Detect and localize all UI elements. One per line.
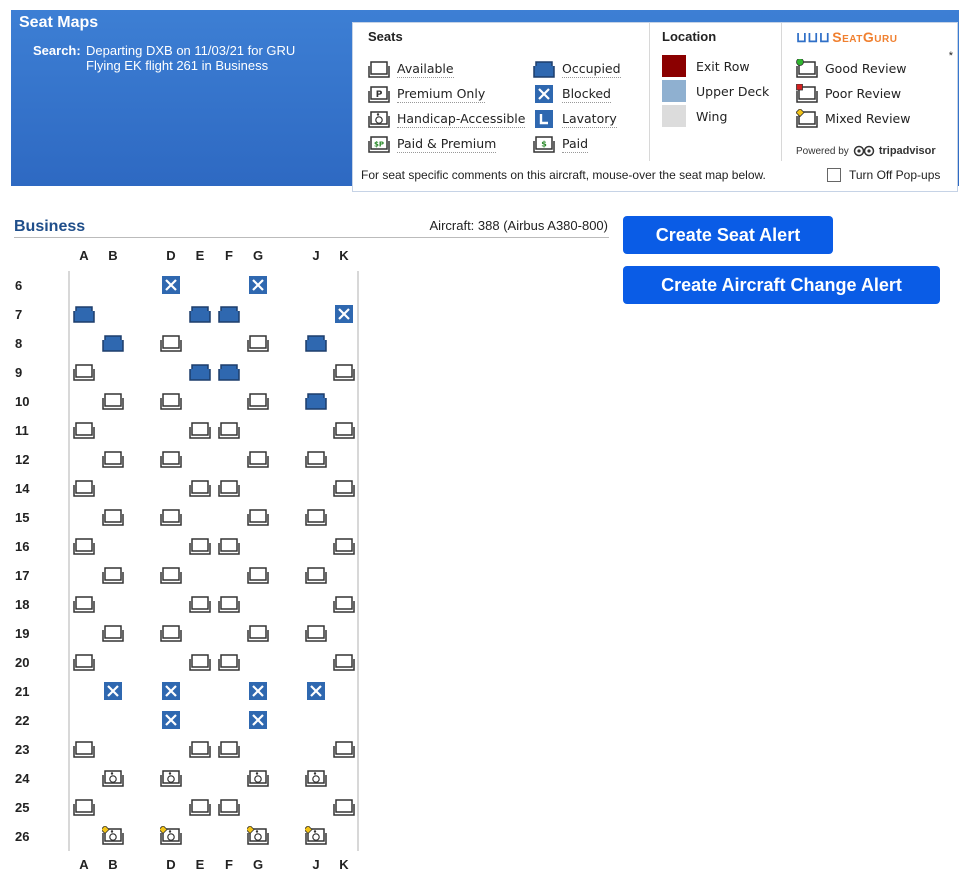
- occupied-seat-icon: [305, 333, 327, 353]
- available-seat-icon: [218, 536, 240, 556]
- fuselage-left-wall: [68, 271, 70, 851]
- seat-18e-available[interactable]: [189, 594, 211, 614]
- seat-14a-available[interactable]: [73, 478, 95, 498]
- seat-17g-available[interactable]: [247, 565, 269, 585]
- seat-11k-available[interactable]: [333, 420, 355, 440]
- available-seat-icon: [368, 59, 390, 79]
- seatguru-brand-text: SeatGuru: [832, 29, 898, 45]
- poor-review-label: Poor Review: [825, 86, 902, 101]
- available-seat-icon: [247, 507, 269, 527]
- column-header-g-top: G: [252, 248, 264, 263]
- row-number: 14: [15, 481, 30, 496]
- search-departure-text: Departing DXB on 11/03/21 for GRU: [86, 43, 296, 58]
- seat-17d-available[interactable]: [160, 565, 182, 585]
- available-seat-icon: [218, 420, 240, 440]
- legend-mixed-review: [796, 109, 910, 129]
- available-seat-icon: [73, 420, 95, 440]
- seat-16f-available[interactable]: [218, 536, 240, 556]
- row-number: 19: [15, 626, 30, 641]
- seat-9k-available[interactable]: [333, 362, 355, 382]
- row-number: 23: [15, 742, 30, 757]
- row-number: 11: [15, 423, 29, 438]
- column-header-k-top: K: [339, 248, 349, 263]
- paid-premium-seat-icon: [368, 134, 390, 154]
- location-wing-label: Wing: [696, 108, 728, 124]
- available-seat-icon: [73, 478, 95, 498]
- tripadvisor-owl-icon: [853, 145, 875, 157]
- seat-15d-available[interactable]: [160, 507, 182, 527]
- available-seat-icon: [73, 362, 95, 382]
- column-header-a-top: A: [79, 248, 89, 263]
- blocked-seat-icon: [160, 710, 182, 730]
- seat-24d-handicap[interactable]: [160, 768, 182, 788]
- seat-7a-occupied[interactable]: [73, 304, 95, 324]
- available-seat-icon: [160, 623, 182, 643]
- handicap-seat-icon: [160, 768, 182, 788]
- seat-11e-available[interactable]: [189, 420, 211, 440]
- available-seat-icon: [247, 449, 269, 469]
- handicap-mixed-seat-icon: [247, 826, 269, 846]
- blocked-seat-icon: [247, 275, 269, 295]
- legend-location-heading: Location: [662, 29, 717, 44]
- seatmap-header: [11, 10, 959, 186]
- seat-6d-blocked[interactable]: [160, 275, 182, 295]
- seat-16k-available[interactable]: [333, 536, 355, 556]
- seat-18k-available[interactable]: [333, 594, 355, 614]
- section-divider: [14, 237, 609, 238]
- search-label: Search:: [33, 43, 81, 58]
- available-seat-icon: [189, 652, 211, 672]
- available-seat-icon: [102, 623, 124, 643]
- blocked-seat-icon: [333, 304, 355, 324]
- occupied-seat-icon: [73, 304, 95, 324]
- seat-12d-available[interactable]: [160, 449, 182, 469]
- seat-23a-available[interactable]: [73, 739, 95, 759]
- occupied-seat-icon: [305, 391, 327, 411]
- upper-deck-swatch: [662, 80, 686, 102]
- column-header-e-bottom: E: [195, 857, 205, 872]
- seat-25a-available[interactable]: [73, 797, 95, 817]
- row-number: 22: [15, 713, 30, 728]
- location-exit-row-label: Exit Row: [696, 58, 750, 74]
- legend-panel: [352, 22, 958, 192]
- row-number: 24: [15, 771, 30, 786]
- column-header-a-bottom: A: [79, 857, 89, 872]
- legend-seats-column: [353, 23, 650, 161]
- available-seat-icon: [160, 565, 182, 585]
- blocked-seat-icon: [247, 710, 269, 730]
- seat-23e-available[interactable]: [189, 739, 211, 759]
- column-header-g-bottom: G: [252, 857, 264, 872]
- available-seat-icon: [73, 594, 95, 614]
- available-seat-icon: [102, 449, 124, 469]
- available-seat-icon: [247, 333, 269, 353]
- lavatory-icon: [533, 109, 555, 129]
- seat-10d-available[interactable]: [160, 391, 182, 411]
- seatguru-logo: [796, 29, 897, 46]
- occupied-seat-icon: [533, 59, 555, 79]
- seat-25f-available[interactable]: [218, 797, 240, 817]
- available-seat-icon: [73, 652, 95, 672]
- available-seat-icon: [333, 739, 355, 759]
- column-header-d-top: D: [166, 248, 176, 263]
- handicap-mixed-seat-icon: [102, 826, 124, 846]
- seat-8g-available[interactable]: [247, 333, 269, 353]
- available-seat-icon: [305, 565, 327, 585]
- mixed-review-label: Mixed Review: [825, 111, 911, 126]
- column-header-f-top: F: [225, 248, 233, 263]
- legend-available: [368, 59, 454, 79]
- seat-17b-available[interactable]: [102, 565, 124, 585]
- available-seat-icon: [333, 478, 355, 498]
- seat-6g-blocked[interactable]: [247, 275, 269, 295]
- seat-10b-available[interactable]: [102, 391, 124, 411]
- occupied-seat-icon: [189, 304, 211, 324]
- seat-25k-available[interactable]: [333, 797, 355, 817]
- row-number: 26: [15, 829, 30, 844]
- row-number: 21: [15, 684, 30, 699]
- svg-text:$: $: [541, 139, 547, 149]
- available-seat-icon: [189, 420, 211, 440]
- available-seat-icon: [73, 797, 95, 817]
- available-seat-icon: [247, 623, 269, 643]
- seat-22d-blocked[interactable]: [160, 710, 182, 730]
- blocked-seat-icon: [247, 681, 269, 701]
- row-number: 12: [15, 452, 30, 467]
- handicap-seat-icon: [102, 768, 124, 788]
- seat-16e-available[interactable]: [189, 536, 211, 556]
- location-exit-row: [662, 55, 750, 77]
- legend-available-label: Available: [397, 60, 454, 76]
- seat-17j-available[interactable]: [305, 565, 327, 585]
- seat-20a-available[interactable]: [73, 652, 95, 672]
- legend-asterisk: *: [948, 50, 953, 62]
- available-seat-icon: [218, 797, 240, 817]
- blocked-seat-icon: [533, 84, 555, 104]
- legend-blocked-label: Blocked: [562, 85, 611, 101]
- powered-by-text: Powered by: [796, 145, 849, 157]
- popups-checkbox[interactable]: [827, 168, 841, 182]
- seat-15g-available[interactable]: [247, 507, 269, 527]
- available-seat-icon: [333, 594, 355, 614]
- seat-20f-available[interactable]: [218, 652, 240, 672]
- row-number: 17: [15, 568, 30, 583]
- svg-text:P: P: [375, 90, 383, 100]
- row-number: 8: [15, 336, 23, 351]
- legend-paid-label: Paid: [562, 135, 589, 151]
- available-seat-icon: [305, 623, 327, 643]
- seat-19d-available[interactable]: [160, 623, 182, 643]
- seat-14k-available[interactable]: [333, 478, 355, 498]
- seat-24g-handicap[interactable]: [247, 768, 269, 788]
- available-seat-icon: [247, 565, 269, 585]
- row-number: 15: [15, 510, 30, 525]
- blocked-seat-icon: [102, 681, 124, 701]
- seat-26g-handicap-mixed[interactable]: [247, 826, 269, 846]
- available-seat-icon: [333, 362, 355, 382]
- available-seat-icon: [189, 536, 211, 556]
- legend-paid-premium: [368, 134, 496, 154]
- available-seat-icon: [305, 507, 327, 527]
- seat-23k-available[interactable]: [333, 739, 355, 759]
- row-number: 7: [15, 307, 23, 322]
- seat-20k-available[interactable]: [333, 652, 355, 672]
- column-header-d-bottom: D: [166, 857, 176, 872]
- seat-7f-occupied[interactable]: [218, 304, 240, 324]
- occupied-seat-icon: [218, 304, 240, 324]
- header-title: Seat Maps: [19, 14, 99, 31]
- available-seat-icon: [73, 739, 95, 759]
- column-header-j-bottom: J: [312, 857, 320, 872]
- column-header-b-bottom: B: [108, 857, 118, 872]
- location-upper-deck-label: Upper Deck: [696, 83, 770, 99]
- seat-25e-available[interactable]: [189, 797, 211, 817]
- seat-14e-available[interactable]: [189, 478, 211, 498]
- legend-handicap: [368, 109, 525, 129]
- legend-lavatory: [533, 109, 617, 129]
- legend-premium-label: Premium Only: [397, 85, 486, 101]
- available-seat-icon: [160, 507, 182, 527]
- search-flight-text: Flying EK flight 261 in Business: [86, 58, 269, 73]
- seat-16a-available[interactable]: [73, 536, 95, 556]
- powered-by-tripadvisor: [796, 145, 936, 157]
- seat-18f-available[interactable]: [218, 594, 240, 614]
- seat-14f-available[interactable]: [218, 478, 240, 498]
- seat-15j-available[interactable]: [305, 507, 327, 527]
- blocked-seat-icon: [305, 681, 327, 701]
- seat-26b-handicap-mixed[interactable]: [102, 826, 124, 846]
- row-number: 9: [15, 365, 23, 380]
- location-upper-deck: [662, 80, 769, 102]
- legend-lavatory-label: Lavatory: [562, 110, 617, 126]
- legend-poor-review: [796, 84, 901, 104]
- seat-21j-blocked[interactable]: [305, 681, 327, 701]
- blocked-seat-icon: [160, 681, 182, 701]
- paid-seat-icon: [533, 134, 555, 154]
- available-seat-icon: [218, 652, 240, 672]
- available-seat-icon: [333, 420, 355, 440]
- available-seat-icon: [102, 391, 124, 411]
- available-seat-icon: [160, 449, 182, 469]
- legend-blocked: [533, 84, 611, 104]
- available-seat-icon: [160, 391, 182, 411]
- poor-review-icon: [796, 84, 818, 104]
- column-header-b-top: B: [108, 248, 118, 263]
- fuselage-right-wall: [357, 271, 359, 851]
- seat-9f-occupied[interactable]: [218, 362, 240, 382]
- seat-11a-available[interactable]: [73, 420, 95, 440]
- seat-26d-handicap-mixed[interactable]: [160, 826, 182, 846]
- row-number: 18: [15, 597, 30, 612]
- legend-premium: [368, 84, 485, 104]
- svg-text:$P: $P: [373, 140, 385, 149]
- seat-19b-available[interactable]: [102, 623, 124, 643]
- occupied-seat-icon: [102, 333, 124, 353]
- popups-label: Turn Off Pop-ups: [849, 168, 941, 182]
- seat-7e-occupied[interactable]: [189, 304, 211, 324]
- row-number: 25: [15, 800, 30, 815]
- seat-9a-available[interactable]: [73, 362, 95, 382]
- seat-22g-blocked[interactable]: [247, 710, 269, 730]
- available-seat-icon: [160, 333, 182, 353]
- cabin-section-title: Business: [14, 218, 86, 235]
- seat-8d-available[interactable]: [160, 333, 182, 353]
- column-header-j-top: J: [312, 248, 320, 263]
- column-header-e-top: E: [195, 248, 205, 263]
- seat-20e-available[interactable]: [189, 652, 211, 672]
- available-seat-icon: [189, 594, 211, 614]
- good-review-icon: [796, 59, 818, 79]
- mixed-review-icon: [796, 109, 818, 129]
- seat-11f-available[interactable]: [218, 420, 240, 440]
- seat-24b-handicap[interactable]: [102, 768, 124, 788]
- legend-good-review: [796, 59, 907, 79]
- seat-12j-available[interactable]: [305, 449, 327, 469]
- seat-18a-available[interactable]: [73, 594, 95, 614]
- available-seat-icon: [189, 797, 211, 817]
- create-aircraft-change-alert-button[interactable]: Create Aircraft Change Alert: [623, 266, 940, 304]
- legend-seats-heading: Seats: [368, 29, 403, 44]
- seat-10j-occupied[interactable]: [305, 391, 327, 411]
- aircraft-type: Aircraft: 388 (Airbus A380-800): [429, 218, 608, 233]
- seat-19j-available[interactable]: [305, 623, 327, 643]
- seat-7k-blocked[interactable]: [333, 304, 355, 324]
- available-seat-icon: [218, 594, 240, 614]
- handicap-mixed-seat-icon: [305, 826, 327, 846]
- premium-seat-icon: [368, 84, 390, 104]
- seat-21d-blocked[interactable]: [160, 681, 182, 701]
- handicap-seat-icon: [368, 109, 390, 129]
- turn-off-popups-toggle[interactable]: [827, 168, 940, 182]
- legend-handicap-label: Handicap-Accessible: [397, 110, 526, 126]
- available-seat-icon: [102, 507, 124, 527]
- row-number: 10: [15, 394, 30, 409]
- seat-24j-handicap[interactable]: [305, 768, 327, 788]
- seat-comments-hint: For seat specific comments on this aircraft, mouse-over the seat map below.: [361, 168, 766, 182]
- column-header-f-bottom: F: [225, 857, 233, 872]
- seat-9e-occupied[interactable]: [189, 362, 211, 382]
- legend-location-column: [650, 23, 782, 161]
- good-review-label: Good Review: [825, 61, 907, 76]
- handicap-seat-icon: [305, 768, 327, 788]
- handicap-seat-icon: [247, 768, 269, 788]
- available-seat-icon: [333, 797, 355, 817]
- wing-swatch: [662, 105, 686, 127]
- blocked-seat-icon: [160, 275, 182, 295]
- legend-paid: [533, 134, 588, 154]
- available-seat-icon: [305, 449, 327, 469]
- row-number: 6: [15, 278, 23, 293]
- row-number: 20: [15, 655, 30, 670]
- handicap-mixed-seat-icon: [160, 826, 182, 846]
- available-seat-icon: [189, 478, 211, 498]
- seat-21b-blocked[interactable]: [102, 681, 124, 701]
- legend-occupied: [533, 59, 621, 79]
- available-seat-icon: [102, 565, 124, 585]
- seat-23f-available[interactable]: [218, 739, 240, 759]
- create-seat-alert-button[interactable]: Create Seat Alert: [623, 216, 833, 254]
- seat-12g-available[interactable]: [247, 449, 269, 469]
- occupied-seat-icon: [218, 362, 240, 382]
- location-wing: [662, 105, 727, 127]
- available-seat-icon: [333, 652, 355, 672]
- seat-21g-blocked[interactable]: [247, 681, 269, 701]
- available-seat-icon: [218, 478, 240, 498]
- seat-15b-available[interactable]: [102, 507, 124, 527]
- column-header-k-bottom: K: [339, 857, 349, 872]
- seat-19g-available[interactable]: [247, 623, 269, 643]
- legend-occupied-label: Occupied: [562, 60, 621, 76]
- available-seat-icon: [247, 391, 269, 411]
- seat-8b-occupied[interactable]: [102, 333, 124, 353]
- row-number: 16: [15, 539, 30, 554]
- available-seat-icon: [333, 536, 355, 556]
- powered-brand-text: tripadvisor: [878, 145, 936, 157]
- legend-paid-premium-label: Paid & Premium: [397, 135, 497, 151]
- available-seat-icon: [73, 536, 95, 556]
- available-seat-icon: [189, 739, 211, 759]
- exit-row-swatch: [662, 55, 686, 77]
- occupied-seat-icon: [189, 362, 211, 382]
- seat-10g-available[interactable]: [247, 391, 269, 411]
- seatguru-bars: ⊔⊔⊔: [796, 29, 831, 45]
- seat-8j-occupied[interactable]: [305, 333, 327, 353]
- seat-12b-available[interactable]: [102, 449, 124, 469]
- available-seat-icon: [218, 739, 240, 759]
- seat-26j-handicap-mixed[interactable]: [305, 826, 327, 846]
